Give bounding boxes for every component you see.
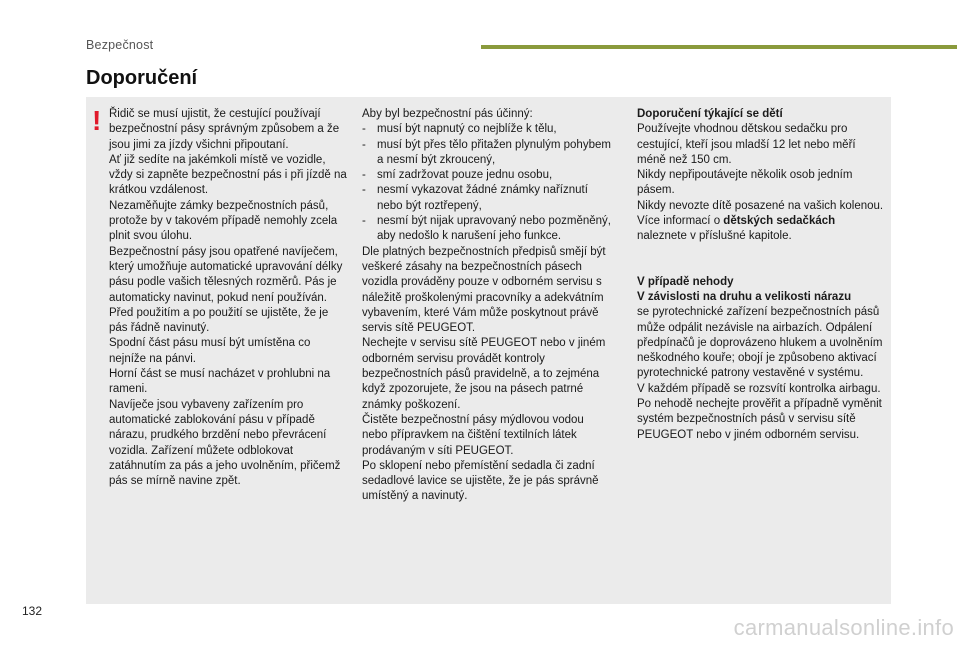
page-title: Doporučení <box>86 67 198 89</box>
paragraph: Používejte vhodnou dětskou sedačku pro cestující, kteří jsou mladší 12 let nebo měří méně než 150 cm. <box>637 123 856 166</box>
header-accent-bar <box>481 45 957 49</box>
collision-heading: V případě nehody <box>637 275 734 288</box>
exclamation-warning-icon: ! <box>92 105 102 136</box>
paragraph: Po sklopení nebo přemístění sedadla či zadní sedadlové lavice se ujistěte, že je pás správně umístěný a navinutý. <box>362 459 599 503</box>
list-item <box>362 138 612 169</box>
list-item <box>362 168 612 183</box>
bullet-mark: - <box>362 184 366 197</box>
list-item-text: nesmí být nijak upravovaný nebo pozměněný, aby nedošlo k narušení jeho funkce. <box>377 215 611 243</box>
paragraph: Nikdy nevozte dítě posazené na vašich kolenou. <box>637 199 884 212</box>
list-item <box>362 214 612 245</box>
paragraph: Bezpečnostní pásy jsou opatřené navíječem, který umožňuje automatické upravování délky pásu podle vašich tělesných rozměrů. Pás je automaticky navinut, pokud není používán. <box>109 245 343 304</box>
collision-subheading: V závislosti na druhu a velikosti nárazu <box>637 290 852 303</box>
list-item <box>362 183 612 214</box>
paragraph: Ať již sedíte na jakémkoli místě ve vozidle, vždy si zapněte bezpečnostní pás i při jízdě na krátkou vzdálenost. <box>109 153 347 197</box>
list-item-text: musí být napnutý co nejblíže k tělu, <box>377 123 557 136</box>
paragraph: V každém případě se rozsvítí kontrolka airbagu. <box>637 382 881 395</box>
list-item <box>362 122 612 137</box>
paragraph: Nechejte v servisu sítě PEUGEOT nebo v jiném odborném servisu provádět kontroly bezpečnostních pásů pravidelně, a to zejména když zpozorujete, že jsou na pásech patrné známky poškození. <box>362 337 606 411</box>
more-info-suffix: naleznete v příslušné kapitole. <box>637 230 792 243</box>
list-item-text: nesmí vykazovat žádné známky naříznutí nebo být roztřepený, <box>377 184 588 212</box>
paragraph: Před použitím a po použití se ujistěte, že je pás řádně navinutý. <box>109 306 329 335</box>
column-middle <box>362 107 612 505</box>
child-seats-link-text: dětských sedačkách <box>723 215 836 228</box>
bullet-mark: - <box>362 123 366 136</box>
section-label: Bezpečnost <box>86 38 154 52</box>
bullet-mark: - <box>362 169 366 182</box>
column-right <box>637 107 887 443</box>
paragraph: Nezaměňujte zámky bezpečnostních pásů, protože by v takovém případě nemohly zcela plnit svou úlohu. <box>109 199 338 243</box>
paragraph: Po nehodě nechejte prověřit a případně vyměnit systém bezpečnostních pásů v servisu sítě PEUGEOT nebo v jiném odborném servisu. <box>637 398 882 441</box>
more-info-prefix: Více informací o <box>637 215 724 228</box>
children-heading: Doporučení týkající se dětí <box>637 108 783 120</box>
more-info-paragraph <box>637 214 887 245</box>
paragraph: Nikdy nepřipoutávejte několik osob jedním pásem. <box>637 169 853 197</box>
list-item-text: smí zadržovat pouze jednu osobu, <box>377 169 553 182</box>
paragraph: Řidič se musí ujistit, že cestující používají bezpečnostní pásy správným způsobem a že jsou jimi za jízdy všichni připoutaní. <box>109 108 340 151</box>
column-left <box>109 107 349 489</box>
paragraph: Spodní část pásu musí být umístěna co nejníže na pánvi. <box>109 337 311 365</box>
paragraph: Navíječe jsou vybaveny zařízením pro automatické zablokování pásu v případě nárazu, prudkého brzdění nebo převrácení vozidla. Zařízení můžete odblokovat zatáhnutím za pás a jeho uvolněním, přičemž pás se mírně navine zpět. <box>109 398 341 488</box>
paragraph: Dle platných bezpečnostních předpisů smějí být veškeré zásahy na bezpečnostních pásech vozidla prováděny pouze v odborném servisu s náležitě proškolenými pracovníky a adekvátním vybavením, které Vám může poskytnout právě servis sítě PEUGEOT. <box>362 245 606 335</box>
paragraph: Aby byl bezpečnostní pás účinný: <box>362 108 533 120</box>
page-number: 132 <box>22 604 43 618</box>
spacer <box>637 245 887 275</box>
paragraph: se pyrotechnické zařízení bezpečnostních pásů může odpálit nezávisle na airbazích. Odpálení předpínačů je doprovázeno hlukem a uvolněním neškodného kouře; obojí je způsobeno aktivací pyrotechnické patrony vestavěné v systému. <box>637 306 883 380</box>
bullet-mark: - <box>362 138 366 151</box>
paragraph: Horní část se musí nacházet v prohlubni na rameni. <box>109 368 331 396</box>
watermark: carmanualsonline.info <box>733 615 954 640</box>
bullet-mark: - <box>362 215 366 228</box>
list-item-text: musí být přes tělo přitažen plynulým pohybem a nesmí být zkroucený, <box>377 138 611 166</box>
paragraph: Čistěte bezpečnostní pásy mýdlovou vodou nebo přípravkem na čištění textilních látek prodávaným v síti PEUGEOT. <box>362 413 584 457</box>
